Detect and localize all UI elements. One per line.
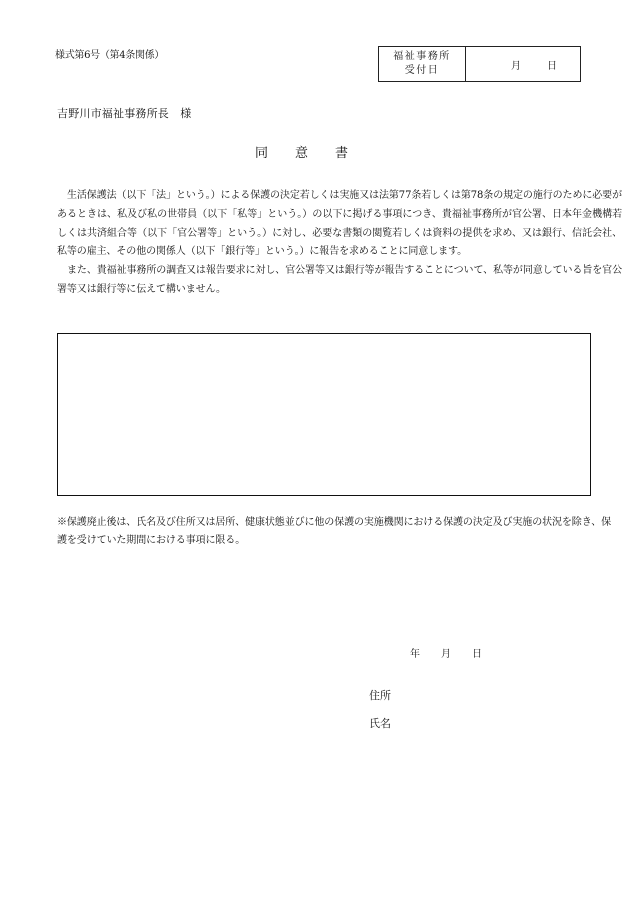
receipt-day: 日 — [547, 60, 557, 72]
receipt-stamp-box — [378, 46, 581, 82]
name-label: 氏名 — [369, 717, 391, 730]
receipt-date-field[interactable] — [466, 47, 580, 81]
consent-paragraph-2: また、貴福祉事務所の調査又は報告要求に対し、官公署等又は銀行等が報告することについて、私等が同意している旨を官公署等又は銀行等に伝えて構いません。 — [57, 265, 622, 295]
receipt-label-line2: 受付日 — [404, 65, 440, 76]
document-title: 同意書 — [254, 146, 375, 161]
date-day: 日 — [472, 649, 482, 660]
footnote: ※保護廃止後は、氏名及び住所又は居所、健康状態並びに他の保護の実施機関における保護の決定及び実施の状況を除き、保護を受けていた期間における事項に限る。 — [57, 517, 611, 546]
date-month: 月 — [441, 649, 451, 660]
address-label: 住所 — [369, 689, 391, 702]
receipt-label-line1: 福祉事務所 — [393, 51, 451, 62]
signature-date[interactable] — [410, 645, 482, 660]
addressee: 吉野川市福祉事務所長 様 — [57, 107, 192, 120]
date-year: 年 — [410, 649, 420, 660]
form-number: 様式第6号（第4条関係） — [55, 50, 165, 61]
consent-body — [57, 187, 622, 300]
receipt-label — [379, 47, 466, 81]
consent-items-box[interactable] — [57, 333, 591, 496]
consent-paragraph-1: 生活保護法（以下「法」という。）による保護の決定若しくは実施又は法第77条若しくは第78条の規定の施行のために必要があるときは、私及び私の世帯員（以下「私等」という。）の以下に掲げる事項につき、貴福祉事務所が官公署、日本年金機構若しくは共済組合等（以下「官公署等」という。）に対し、必要な書類の閲覧若しくは資料の提供を求め、又は銀行、信託会社、私等の雇主、その他の関係人（以下「銀行等」という。）に報告を求めることに同意します。 — [57, 190, 622, 258]
receipt-month: 月 — [511, 60, 521, 72]
